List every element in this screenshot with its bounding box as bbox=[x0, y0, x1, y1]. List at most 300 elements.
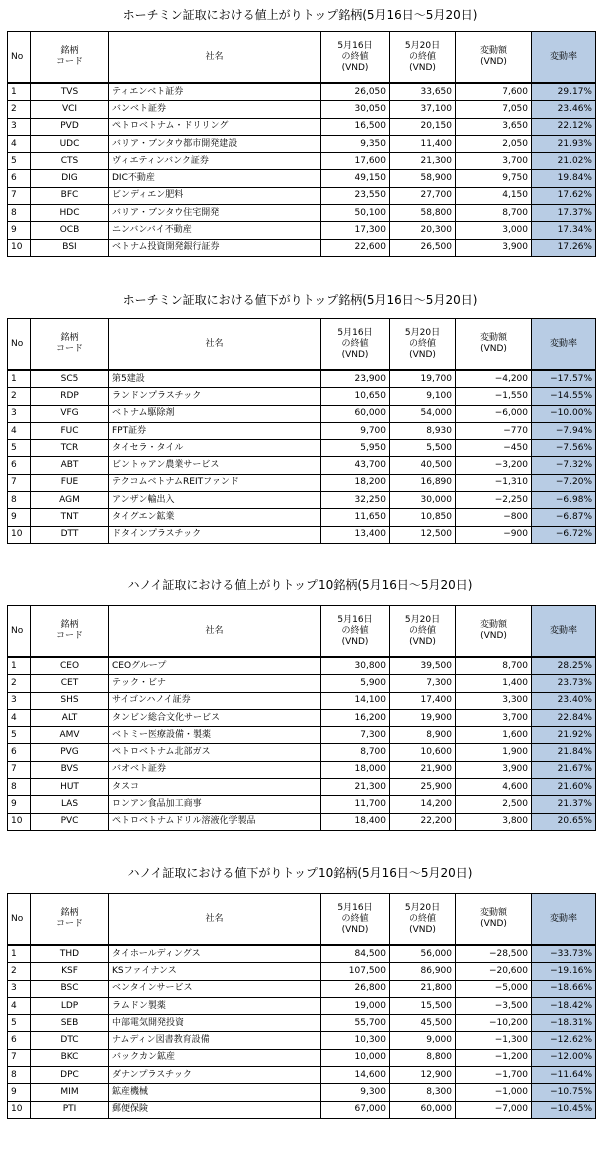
cell-close-may20: 8,900 bbox=[390, 727, 456, 744]
cell-change: −6,000 bbox=[456, 405, 532, 422]
header-close-may20: 5月20日 の終値 (VND) bbox=[390, 606, 456, 658]
cell-close-may20: 60,000 bbox=[390, 1101, 456, 1118]
table-row bbox=[8, 222, 596, 239]
header-row bbox=[8, 32, 596, 84]
cell-rate: −33.73% bbox=[532, 945, 596, 963]
cell-code: ALT bbox=[31, 709, 109, 726]
cell-change: 1,400 bbox=[456, 675, 532, 692]
header-close-may16: 5月16日 の終値 (VND) bbox=[321, 32, 390, 84]
cell-no: 9 bbox=[8, 222, 31, 239]
cell-name: タイグエン鉱業 bbox=[109, 509, 321, 526]
cell-close-may20: 10,850 bbox=[390, 509, 456, 526]
cell-no: 10 bbox=[8, 1101, 31, 1118]
cell-name: ビンディエン肥料 bbox=[109, 187, 321, 204]
cell-close-may16: 14,100 bbox=[321, 692, 390, 709]
cell-close-may16: 18,400 bbox=[321, 813, 390, 830]
cell-rate: −19.16% bbox=[532, 963, 596, 980]
table-row bbox=[8, 980, 596, 997]
hnx-losers-table bbox=[7, 893, 596, 1119]
cell-close-may20: 12,900 bbox=[390, 1067, 456, 1084]
cell-code: RDP bbox=[31, 388, 109, 405]
header-code: 銘柄 コード bbox=[31, 606, 109, 658]
cell-name: DIC不動産 bbox=[109, 170, 321, 187]
cell-close-may16: 7,300 bbox=[321, 727, 390, 744]
table-row bbox=[8, 170, 596, 187]
cell-close-may20: 21,300 bbox=[390, 153, 456, 170]
cell-close-may16: 9,700 bbox=[321, 422, 390, 439]
cell-no: 2 bbox=[8, 675, 31, 692]
cell-change: 8,700 bbox=[456, 657, 532, 675]
header-change: 変動額 (VND) bbox=[456, 606, 532, 658]
cell-code: AMV bbox=[31, 727, 109, 744]
header-no: No bbox=[8, 319, 31, 371]
table-row bbox=[8, 813, 596, 830]
cell-name: ヴィエティンバンク証券 bbox=[109, 153, 321, 170]
header-change: 変動額 (VND) bbox=[456, 894, 532, 946]
cell-change: −3,200 bbox=[456, 457, 532, 474]
table-row bbox=[8, 997, 596, 1014]
cell-no: 5 bbox=[8, 440, 31, 457]
cell-name: ラムドン製薬 bbox=[109, 997, 321, 1014]
cell-change: 2,050 bbox=[456, 135, 532, 152]
cell-code: TCR bbox=[31, 440, 109, 457]
cell-no: 3 bbox=[8, 980, 31, 997]
cell-close-may20: 39,500 bbox=[390, 657, 456, 675]
cell-close-may20: 22,200 bbox=[390, 813, 456, 830]
cell-close-may20: 8,800 bbox=[390, 1049, 456, 1066]
cell-change: −1,550 bbox=[456, 388, 532, 405]
cell-name: FPT証券 bbox=[109, 422, 321, 439]
cell-close-may16: 13,400 bbox=[321, 526, 390, 543]
cell-rate: 21.93% bbox=[532, 135, 596, 152]
cell-close-may20: 15,500 bbox=[390, 997, 456, 1014]
cell-change: 3,900 bbox=[456, 761, 532, 778]
cell-code: HDC bbox=[31, 205, 109, 222]
cell-rate: −17.57% bbox=[532, 370, 596, 388]
cell-name: タンビン総合文化サービス bbox=[109, 709, 321, 726]
cell-close-may16: 67,000 bbox=[321, 1101, 390, 1118]
cell-name: バンベト証券 bbox=[109, 101, 321, 118]
table-row bbox=[8, 761, 596, 778]
header-rate: 変動率 bbox=[532, 32, 596, 84]
cell-no: 7 bbox=[8, 187, 31, 204]
header-close-may16: 5月16日 の終値 (VND) bbox=[321, 894, 390, 946]
cell-code: ABT bbox=[31, 457, 109, 474]
cell-close-may20: 14,200 bbox=[390, 796, 456, 813]
cell-change: 1,600 bbox=[456, 727, 532, 744]
cell-close-may20: 12,500 bbox=[390, 526, 456, 543]
table-row bbox=[8, 422, 596, 439]
cell-code: BVS bbox=[31, 761, 109, 778]
cell-change: −770 bbox=[456, 422, 532, 439]
cell-close-may16: 18,200 bbox=[321, 474, 390, 491]
cell-rate: −14.55% bbox=[532, 388, 596, 405]
header-close-may20: 5月20日 の終値 (VND) bbox=[390, 32, 456, 84]
cell-close-may16: 8,700 bbox=[321, 744, 390, 761]
cell-no: 4 bbox=[8, 709, 31, 726]
cell-change: 3,000 bbox=[456, 222, 532, 239]
cell-change: 2,500 bbox=[456, 796, 532, 813]
cell-rate: 23.40% bbox=[532, 692, 596, 709]
cell-rate: −10.75% bbox=[532, 1084, 596, 1101]
cell-name: CEOグループ bbox=[109, 657, 321, 675]
cell-change: 4,600 bbox=[456, 779, 532, 796]
cell-name: ダナンプラスチック bbox=[109, 1067, 321, 1084]
cell-close-may16: 26,050 bbox=[321, 83, 390, 101]
cell-close-may16: 9,300 bbox=[321, 1084, 390, 1101]
table-row bbox=[8, 1049, 596, 1066]
table-row bbox=[8, 370, 596, 388]
cell-close-may20: 26,500 bbox=[390, 239, 456, 256]
cell-close-may16: 10,650 bbox=[321, 388, 390, 405]
table-row bbox=[8, 474, 596, 491]
cell-code: VCI bbox=[31, 101, 109, 118]
cell-name: ナムディン図書教育設備 bbox=[109, 1032, 321, 1049]
cell-no: 6 bbox=[8, 170, 31, 187]
cell-code: UDC bbox=[31, 135, 109, 152]
header-rate: 変動率 bbox=[532, 319, 596, 371]
cell-close-may20: 58,900 bbox=[390, 170, 456, 187]
cell-change: −2,250 bbox=[456, 492, 532, 509]
cell-rate: 21.92% bbox=[532, 727, 596, 744]
cell-change: 3,300 bbox=[456, 692, 532, 709]
cell-no: 7 bbox=[8, 1049, 31, 1066]
table-row bbox=[8, 744, 596, 761]
cell-close-may16: 22,600 bbox=[321, 239, 390, 256]
cell-close-may16: 23,550 bbox=[321, 187, 390, 204]
cell-change: −450 bbox=[456, 440, 532, 457]
cell-close-may16: 60,000 bbox=[321, 405, 390, 422]
cell-code: SHS bbox=[31, 692, 109, 709]
header-close-may20: 5月20日 の終値 (VND) bbox=[390, 319, 456, 371]
cell-no: 7 bbox=[8, 761, 31, 778]
cell-code: SEB bbox=[31, 1015, 109, 1032]
cell-code: LDP bbox=[31, 997, 109, 1014]
table-row bbox=[8, 388, 596, 405]
table-row bbox=[8, 1067, 596, 1084]
cell-no: 1 bbox=[8, 657, 31, 675]
cell-no: 5 bbox=[8, 153, 31, 170]
cell-no: 3 bbox=[8, 692, 31, 709]
cell-close-may16: 10,300 bbox=[321, 1032, 390, 1049]
header-no: No bbox=[8, 894, 31, 946]
cell-close-may20: 56,000 bbox=[390, 945, 456, 963]
cell-close-may20: 86,900 bbox=[390, 963, 456, 980]
cell-change: −1,000 bbox=[456, 1084, 532, 1101]
header-change: 変動額 (VND) bbox=[456, 319, 532, 371]
cell-rate: −7.56% bbox=[532, 440, 596, 457]
cell-close-may16: 32,250 bbox=[321, 492, 390, 509]
header-code: 銘柄 コード bbox=[31, 319, 109, 371]
cell-close-may16: 43,700 bbox=[321, 457, 390, 474]
cell-rate: 21.67% bbox=[532, 761, 596, 778]
cell-change: 3,700 bbox=[456, 153, 532, 170]
cell-no: 4 bbox=[8, 135, 31, 152]
cell-close-may16: 18,000 bbox=[321, 761, 390, 778]
header-close-may16: 5月16日 の終値 (VND) bbox=[321, 606, 390, 658]
cell-name: テクコムベトナムREITファンド bbox=[109, 474, 321, 491]
table-row bbox=[8, 796, 596, 813]
cell-change: 7,050 bbox=[456, 101, 532, 118]
cell-no: 1 bbox=[8, 945, 31, 963]
cell-name: バリア・ブンタウ住宅開発 bbox=[109, 205, 321, 222]
cell-name: ペトロベトナム・ドリリング bbox=[109, 118, 321, 135]
cell-no: 2 bbox=[8, 388, 31, 405]
cell-no: 2 bbox=[8, 963, 31, 980]
cell-code: SC5 bbox=[31, 370, 109, 388]
cell-rate: −18.66% bbox=[532, 980, 596, 997]
cell-close-may20: 7,300 bbox=[390, 675, 456, 692]
cell-rate: 20.65% bbox=[532, 813, 596, 830]
header-no: No bbox=[8, 606, 31, 658]
cell-name: ペトロベトナムドリル溶液化学製品 bbox=[109, 813, 321, 830]
header-rate: 変動率 bbox=[532, 894, 596, 946]
table-row bbox=[8, 135, 596, 152]
header-row bbox=[8, 894, 596, 946]
cell-rate: 19.84% bbox=[532, 170, 596, 187]
cell-name: バックカン鉱産 bbox=[109, 1049, 321, 1066]
cell-rate: 21.84% bbox=[532, 744, 596, 761]
cell-rate: −12.62% bbox=[532, 1032, 596, 1049]
header-name: 社名 bbox=[109, 894, 321, 946]
cell-close-may16: 10,000 bbox=[321, 1049, 390, 1066]
cell-close-may20: 54,000 bbox=[390, 405, 456, 422]
cell-close-may16: 17,300 bbox=[321, 222, 390, 239]
cell-code: CTS bbox=[31, 153, 109, 170]
cell-rate: 21.60% bbox=[532, 779, 596, 796]
cell-rate: 21.37% bbox=[532, 796, 596, 813]
table-row bbox=[8, 101, 596, 118]
table-row bbox=[8, 779, 596, 796]
cell-close-may16: 55,700 bbox=[321, 1015, 390, 1032]
cell-no: 1 bbox=[8, 83, 31, 101]
table-row bbox=[8, 963, 596, 980]
cell-close-may16: 16,500 bbox=[321, 118, 390, 135]
cell-no: 2 bbox=[8, 101, 31, 118]
hnx-gainers-title: ハノイ証取における値上がりトップ10銘柄(5月16日～5月20日) bbox=[127, 578, 473, 592]
cell-close-may20: 20,150 bbox=[390, 118, 456, 135]
cell-rate: −7.20% bbox=[532, 474, 596, 491]
cell-name: 鉱産機械 bbox=[109, 1084, 321, 1101]
header-row bbox=[8, 606, 596, 658]
hose-gainers-title: ホーチミン証取における値上がりトップ銘柄(5月16日～5月20日) bbox=[122, 8, 478, 22]
cell-no: 9 bbox=[8, 796, 31, 813]
cell-close-may20: 9,000 bbox=[390, 1032, 456, 1049]
cell-close-may20: 17,400 bbox=[390, 692, 456, 709]
cell-no: 3 bbox=[8, 118, 31, 135]
cell-code: HUT bbox=[31, 779, 109, 796]
cell-close-may16: 30,800 bbox=[321, 657, 390, 675]
cell-close-may20: 5,500 bbox=[390, 440, 456, 457]
cell-rate: −6.98% bbox=[532, 492, 596, 509]
cell-close-may16: 26,800 bbox=[321, 980, 390, 997]
cell-code: THD bbox=[31, 945, 109, 963]
cell-close-may20: 37,100 bbox=[390, 101, 456, 118]
cell-name: テック・ビナ bbox=[109, 675, 321, 692]
cell-no: 8 bbox=[8, 492, 31, 509]
cell-code: AGM bbox=[31, 492, 109, 509]
cell-change: 3,800 bbox=[456, 813, 532, 830]
cell-close-may16: 50,100 bbox=[321, 205, 390, 222]
cell-code: DTT bbox=[31, 526, 109, 543]
cell-code: PVG bbox=[31, 744, 109, 761]
cell-change: −28,500 bbox=[456, 945, 532, 963]
cell-code: BSC bbox=[31, 980, 109, 997]
cell-rate: 23.73% bbox=[532, 675, 596, 692]
cell-close-may20: 25,900 bbox=[390, 779, 456, 796]
cell-code: DPC bbox=[31, 1067, 109, 1084]
cell-close-may16: 14,600 bbox=[321, 1067, 390, 1084]
cell-close-may20: 16,890 bbox=[390, 474, 456, 491]
cell-name: アンザン輸出入 bbox=[109, 492, 321, 509]
cell-close-may20: 8,300 bbox=[390, 1084, 456, 1101]
cell-rate: 28.25% bbox=[532, 657, 596, 675]
cell-close-may20: 19,900 bbox=[390, 709, 456, 726]
cell-no: 5 bbox=[8, 1015, 31, 1032]
cell-change: −1,310 bbox=[456, 474, 532, 491]
cell-name: ランドンプラスチック bbox=[109, 388, 321, 405]
cell-close-may16: 19,000 bbox=[321, 997, 390, 1014]
table-row bbox=[8, 205, 596, 222]
cell-no: 9 bbox=[8, 509, 31, 526]
cell-close-may16: 17,600 bbox=[321, 153, 390, 170]
cell-rate: −6.72% bbox=[532, 526, 596, 543]
header-code: 銘柄 コード bbox=[31, 894, 109, 946]
cell-code: BFC bbox=[31, 187, 109, 204]
cell-name: ドタインプラスチック bbox=[109, 526, 321, 543]
cell-no: 8 bbox=[8, 1067, 31, 1084]
cell-no: 8 bbox=[8, 779, 31, 796]
cell-close-may20: 20,300 bbox=[390, 222, 456, 239]
cell-change: 3,900 bbox=[456, 239, 532, 256]
table-row bbox=[8, 526, 596, 543]
hose-losers-table bbox=[7, 318, 596, 544]
cell-name: 中部電気開発投資 bbox=[109, 1015, 321, 1032]
cell-no: 6 bbox=[8, 1032, 31, 1049]
cell-close-may16: 84,500 bbox=[321, 945, 390, 963]
table-row bbox=[8, 118, 596, 135]
header-change: 変動額 (VND) bbox=[456, 32, 532, 84]
table-row bbox=[8, 187, 596, 204]
cell-name: ベトナム投資開発銀行証券 bbox=[109, 239, 321, 256]
table-row bbox=[8, 83, 596, 101]
cell-code: CEO bbox=[31, 657, 109, 675]
cell-close-may16: 16,200 bbox=[321, 709, 390, 726]
table-row bbox=[8, 239, 596, 256]
table-row bbox=[8, 1032, 596, 1049]
table-row bbox=[8, 657, 596, 675]
cell-name: ティエンベト証券 bbox=[109, 83, 321, 101]
cell-rate: −7.32% bbox=[532, 457, 596, 474]
cell-no: 7 bbox=[8, 474, 31, 491]
table-row bbox=[8, 440, 596, 457]
cell-close-may20: 45,500 bbox=[390, 1015, 456, 1032]
cell-rate: −10.45% bbox=[532, 1101, 596, 1118]
table-row bbox=[8, 675, 596, 692]
cell-rate: −10.00% bbox=[532, 405, 596, 422]
cell-code: PVC bbox=[31, 813, 109, 830]
cell-rate: −11.64% bbox=[532, 1067, 596, 1084]
cell-no: 6 bbox=[8, 744, 31, 761]
table-row bbox=[8, 709, 596, 726]
cell-code: PTI bbox=[31, 1101, 109, 1118]
cell-close-may20: 33,650 bbox=[390, 83, 456, 101]
cell-code: TNT bbox=[31, 509, 109, 526]
hnx-gainers-table bbox=[7, 605, 596, 831]
cell-rate: 21.02% bbox=[532, 153, 596, 170]
cell-change: 3,650 bbox=[456, 118, 532, 135]
cell-name: ロンアン食品加工商事 bbox=[109, 796, 321, 813]
header-no: No bbox=[8, 32, 31, 84]
cell-close-may20: 21,800 bbox=[390, 980, 456, 997]
cell-name: タイホールディングス bbox=[109, 945, 321, 963]
cell-change: −1,700 bbox=[456, 1067, 532, 1084]
cell-no: 4 bbox=[8, 422, 31, 439]
cell-change: −900 bbox=[456, 526, 532, 543]
cell-close-may20: 58,800 bbox=[390, 205, 456, 222]
cell-rate: −18.31% bbox=[532, 1015, 596, 1032]
cell-rate: −18.42% bbox=[532, 997, 596, 1014]
table-row bbox=[8, 727, 596, 744]
cell-close-may20: 21,900 bbox=[390, 761, 456, 778]
cell-code: PVD bbox=[31, 118, 109, 135]
cell-change: 8,700 bbox=[456, 205, 532, 222]
cell-code: BKC bbox=[31, 1049, 109, 1066]
hose-losers-title: ホーチミン証取における値下がりトップ銘柄(5月16日～5月20日) bbox=[122, 293, 478, 307]
header-name: 社名 bbox=[109, 606, 321, 658]
cell-change: 3,700 bbox=[456, 709, 532, 726]
header-rate: 変動率 bbox=[532, 606, 596, 658]
cell-no: 10 bbox=[8, 526, 31, 543]
cell-change: −800 bbox=[456, 509, 532, 526]
table-row bbox=[8, 457, 596, 474]
cell-no: 9 bbox=[8, 1084, 31, 1101]
cell-change: −1,300 bbox=[456, 1032, 532, 1049]
cell-close-may16: 11,650 bbox=[321, 509, 390, 526]
cell-change: −7,000 bbox=[456, 1101, 532, 1118]
cell-no: 8 bbox=[8, 205, 31, 222]
cell-no: 4 bbox=[8, 997, 31, 1014]
cell-rate: 17.62% bbox=[532, 187, 596, 204]
cell-close-may16: 107,500 bbox=[321, 963, 390, 980]
cell-change: 9,750 bbox=[456, 170, 532, 187]
cell-code: TVS bbox=[31, 83, 109, 101]
cell-name: サイゴンハノイ証券 bbox=[109, 692, 321, 709]
cell-rate: 17.34% bbox=[532, 222, 596, 239]
cell-name: ベトミー医療設備・製薬 bbox=[109, 727, 321, 744]
cell-close-may16: 49,150 bbox=[321, 170, 390, 187]
cell-code: VFG bbox=[31, 405, 109, 422]
cell-no: 6 bbox=[8, 457, 31, 474]
table-row bbox=[8, 509, 596, 526]
cell-close-may20: 40,500 bbox=[390, 457, 456, 474]
table-row bbox=[8, 1015, 596, 1032]
cell-name: バリア・ブンタウ都市開発建設 bbox=[109, 135, 321, 152]
cell-name: ビントゥアン農業サービス bbox=[109, 457, 321, 474]
cell-close-may20: 11,400 bbox=[390, 135, 456, 152]
cell-close-may20: 27,700 bbox=[390, 187, 456, 204]
cell-no: 10 bbox=[8, 813, 31, 830]
cell-rate: 29.17% bbox=[532, 83, 596, 101]
table-row bbox=[8, 405, 596, 422]
header-name: 社名 bbox=[109, 319, 321, 371]
cell-close-may16: 11,700 bbox=[321, 796, 390, 813]
cell-name: ニンバンバイ不動産 bbox=[109, 222, 321, 239]
cell-no: 1 bbox=[8, 370, 31, 388]
cell-close-may20: 9,100 bbox=[390, 388, 456, 405]
cell-change: −5,000 bbox=[456, 980, 532, 997]
cell-name: 第5建設 bbox=[109, 370, 321, 388]
